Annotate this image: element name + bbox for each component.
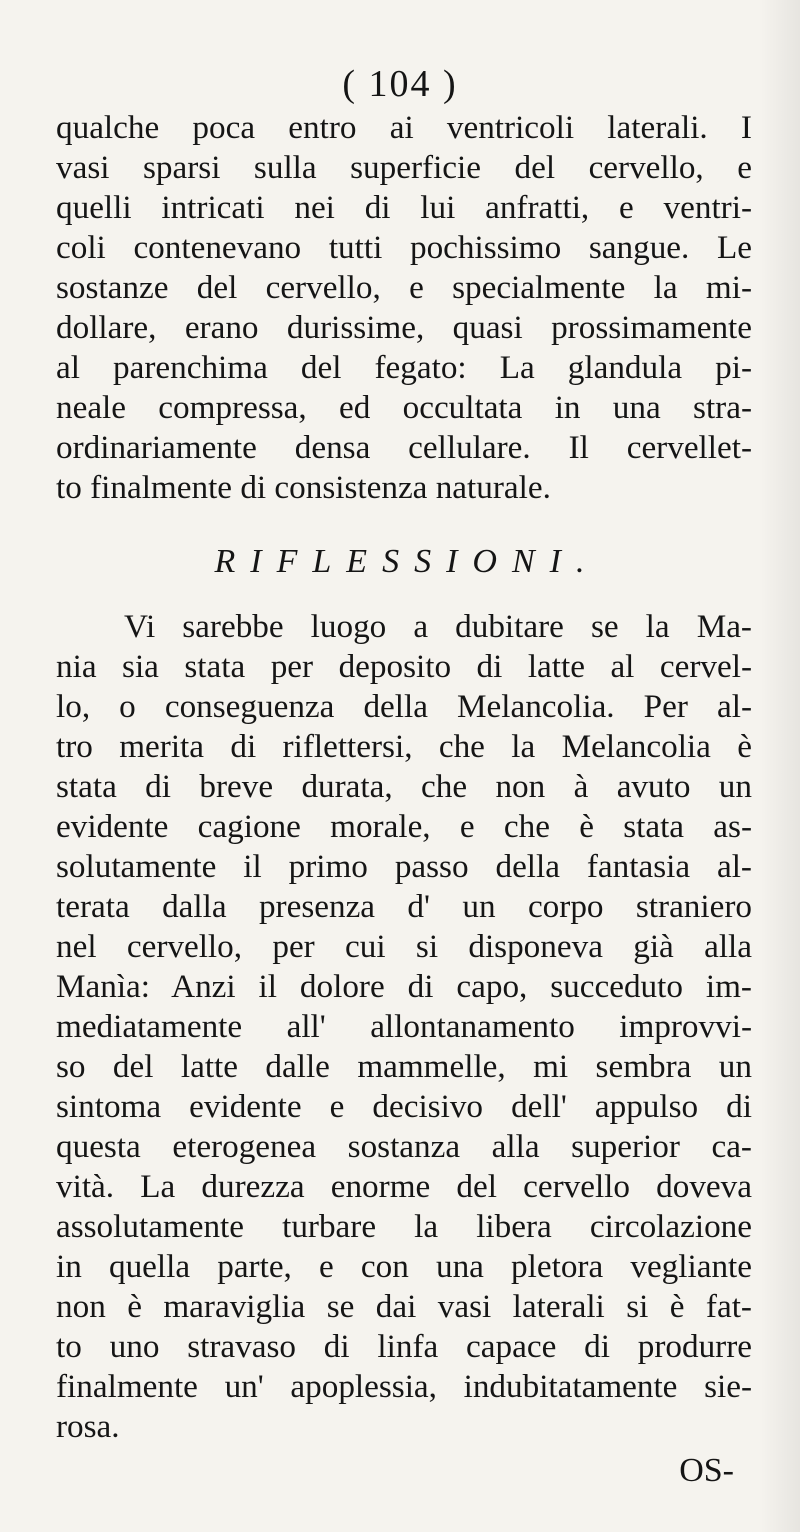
paper-edge-shadow xyxy=(760,0,800,1532)
text-line: vasi sparsi sulla superficie del cervello, e xyxy=(56,149,752,186)
text-line: to uno stravaso di linfa capace di produrre xyxy=(56,1328,752,1365)
catchword: OS- xyxy=(679,1452,734,1489)
text-line: stata di breve durata, che non à avuto un xyxy=(56,768,752,805)
text-line: assolutamente turbare la libera circolazione xyxy=(56,1208,752,1245)
text-line: to finalmente di consistenza naturale. xyxy=(56,469,551,506)
text-line: neale compressa, ed occultata in una stra- xyxy=(56,389,752,426)
text-line: non è maraviglia se dai vasi laterali si è fat- xyxy=(56,1288,752,1325)
text-line: finalmente un' apoplessia, indubitatamente sie- xyxy=(56,1368,752,1405)
text-line: mediatamente all' allontanamento improvvi- xyxy=(56,1008,752,1045)
text-line: questa eterogenea sostanza alla superior ca- xyxy=(56,1128,752,1165)
text-line: al parenchima del fegato: La glandula pi- xyxy=(56,349,752,386)
text-line: qualche poca entro ai ventricoli laterali. I xyxy=(56,109,752,146)
text-line: vità. La durezza enorme del cervello doveva xyxy=(56,1168,752,1205)
text-line: evidente cagione morale, e che è stata as- xyxy=(56,808,752,845)
text-line: coli contenevano tutti pochissimo sangue. Le xyxy=(56,229,752,266)
section-heading: RIFLESSIONI. xyxy=(214,543,600,580)
text-line: rosa. xyxy=(56,1408,120,1445)
text-line: quelli intricati nei di lui anfratti, e ventri- xyxy=(56,189,752,226)
paragraph-1 xyxy=(56,108,752,508)
text-line: nel cervello, per cui si disponeva già alla xyxy=(56,928,752,965)
page-number: ( 104 ) xyxy=(342,63,458,105)
text-line: nia sia stata per deposito di latte al cervel- xyxy=(56,648,752,685)
text-line: in quella parte, e con una pletora vegliante xyxy=(56,1248,752,1285)
text-line: so del latte dalle mammelle, mi sembra un xyxy=(56,1048,752,1085)
text-line: terata dalla presenza d' un corpo straniero xyxy=(56,888,752,925)
text-line: tro merita di riflettersi, che la Melancolia è xyxy=(56,728,752,765)
paragraph-2 xyxy=(56,607,752,1447)
text-line: solutamente il primo passo della fantasia al- xyxy=(56,848,752,885)
text-line: Manìa: Anzi il dolore di capo, succeduto im- xyxy=(56,968,752,1005)
text-line: ordinariamente densa cellulare. Il cervellet- xyxy=(56,429,752,466)
text-line: lo, o conseguenza della Melancolia. Per al- xyxy=(56,688,752,725)
text-line: dollare, erano durissime, quasi prossimamente xyxy=(56,309,752,346)
text-line: Vi sarebbe luogo a dubitare se la Ma- xyxy=(124,608,752,645)
text-line: sintoma evidente e decisivo dell' appulso di xyxy=(56,1088,752,1125)
text-line: sostanze del cervello, e specialmente la mi- xyxy=(56,269,752,306)
